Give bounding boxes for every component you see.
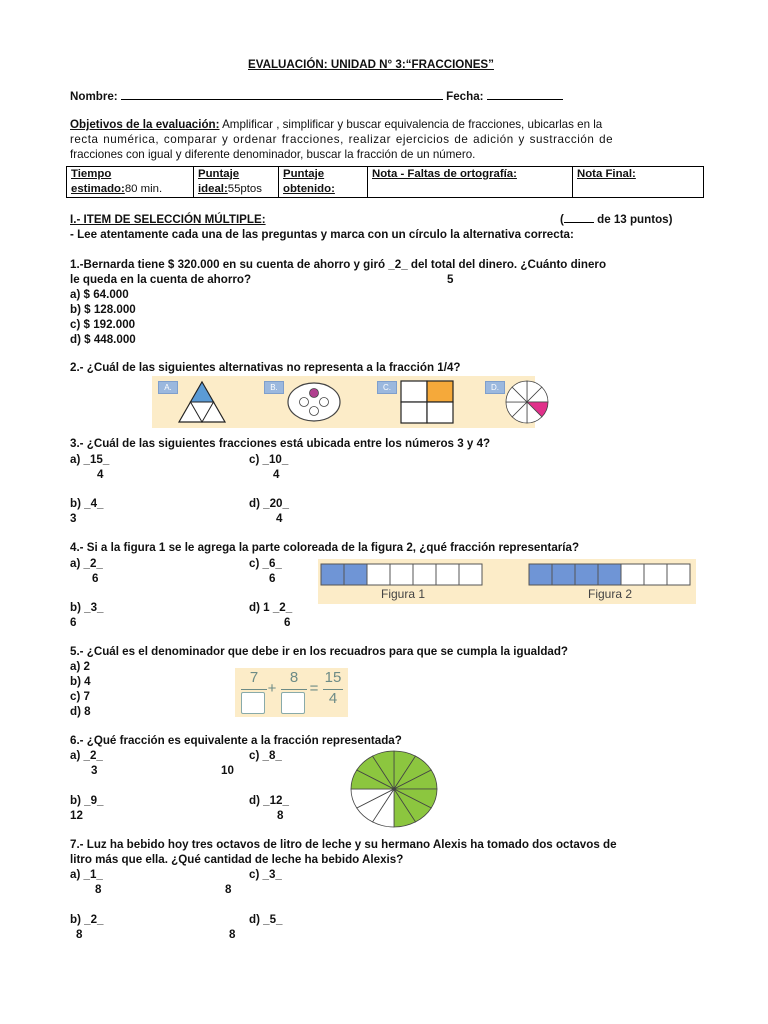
objectives-line-3: fracciones con igual y diferente denominador, buscar la fracción de un número. (70, 148, 476, 161)
eq-num-2: 8 (289, 669, 299, 686)
q1-option-a[interactable]: a) $ 64.000 (70, 288, 129, 301)
q4-text: 4.- Si a la figura 1 se le agrega la parte coloreada de la figura 2, ¿qué fracción representaría? (70, 541, 580, 554)
q5-option-c[interactable]: c) 7 (70, 690, 90, 703)
q2-label-d: D. (485, 381, 505, 394)
q2-label-c: C. (377, 381, 397, 394)
figure-1-part (344, 564, 367, 585)
grading-table (66, 166, 704, 198)
figure-2-part (644, 564, 667, 585)
q4-option-d[interactable]: d) 1 _2_ (249, 601, 293, 614)
objectives-label: Objetivos de la evaluación: (70, 118, 220, 131)
q4-bars (318, 562, 696, 590)
q7-text-1: 7.- Luz ha bebido hoy tres octavos de litro de leche y su hermano Alexis ha tomado dos octavos de (70, 838, 617, 851)
section-instruction: - Lee atentamente cada una de las preguntas y marca con un círculo la alternativa correcta: (70, 228, 574, 241)
eq-denominator-box-1[interactable] (241, 692, 265, 714)
q2-label-b: B. (264, 381, 284, 394)
q5-option-a[interactable]: a) 2 (70, 660, 90, 673)
page-title: EVALUACIÓN: UNIDAD N° 3:“FRACCIONES” (248, 58, 494, 71)
q4-option-b-den: 6 (70, 616, 77, 629)
q7-option-b[interactable]: b) _2_ (70, 913, 104, 926)
q3-option-c[interactable]: c) _10_ (249, 453, 289, 466)
option-d-pie[interactable] (503, 379, 551, 425)
option-c-grid[interactable] (400, 380, 456, 426)
q7-option-c-den: 8 (225, 883, 232, 896)
ideal-score-cell: Puntaje ideal:55ptos (194, 167, 279, 198)
q2-options-image (152, 376, 535, 428)
figure-2-part (529, 564, 552, 585)
q1-option-c[interactable]: c) $ 192.000 (70, 318, 136, 331)
points-field[interactable] (564, 222, 594, 223)
name-label: Nombre: (70, 90, 118, 103)
figure-2-part (621, 564, 644, 585)
option-a-triangle[interactable] (177, 380, 227, 424)
q7-option-a-den: 8 (95, 883, 102, 896)
figure-2-part (667, 564, 690, 585)
q5-option-b[interactable]: b) 4 (70, 675, 91, 688)
eq-denominator-box-2[interactable] (281, 692, 305, 714)
q3-option-d[interactable]: d) _20_ (249, 497, 289, 510)
q6-option-a-den: 3 (91, 764, 98, 777)
q5-option-d[interactable]: d) 8 (70, 705, 91, 718)
q3-text: 3.- ¿Cuál de las siguientes fracciones está ubicada entre los números 3 y 4? (70, 437, 491, 450)
q6-option-c-den: 10 (221, 764, 234, 777)
q3-option-b[interactable]: b) _4_ (70, 497, 104, 510)
q4-option-b[interactable]: b) _3_ (70, 601, 104, 614)
q6-option-b[interactable]: b) _9_ (70, 794, 104, 807)
eq-equals: = (309, 680, 319, 697)
q3-option-c-den: 4 (273, 468, 280, 481)
figure-2-part (552, 564, 575, 585)
objectives-line-1: Objetivos de la evaluación: Amplificar , simplificar y buscar equivalencia de fracciones, ubicarlas en la (70, 118, 603, 131)
q7-option-a[interactable]: a) _1_ (70, 868, 103, 881)
q1-option-b[interactable]: b) $ 128.000 (70, 303, 136, 316)
q2-text: 2.- ¿Cuál de las siguientes alternativas no representa a la fracción 1/4? (70, 361, 461, 374)
q1-text-2: le queda en la cuenta de ahorro? (70, 273, 252, 286)
q7-option-d[interactable]: d) _5_ (249, 913, 283, 926)
figure-1-part (459, 564, 482, 585)
section-points: ( de 13 puntos) (560, 213, 673, 226)
figure-2-part (575, 564, 598, 585)
q3-option-a-den: 4 (97, 468, 104, 481)
q3-option-b-den: 3 (70, 512, 77, 525)
eq-plus: + (267, 680, 277, 697)
q7-text-2: litro más que ella. ¿Qué cantidad de leche ha bebido Alexis? (70, 853, 404, 866)
q2-label-a: A. (158, 381, 178, 394)
q1-denominator: 5 (447, 273, 454, 286)
q7-option-b-den: 8 (76, 928, 83, 941)
figure-1-part (436, 564, 459, 585)
figure-2-label: Figura 2 (588, 587, 633, 601)
date-field[interactable] (487, 99, 563, 100)
q6-text: 6.- ¿Qué fracción es equivalente a la fracción representada? (70, 734, 402, 747)
section-title: I.- ITEM DE SELECCIÓN MÚLTIPLE: (70, 213, 266, 226)
figure-1-label: Figura 1 (381, 587, 426, 601)
q6-option-b-den: 12 (70, 809, 83, 822)
eq-num-3: 15 (324, 669, 342, 686)
q6-option-d-den: 8 (277, 809, 284, 822)
name-row (70, 90, 563, 103)
eq-den-3: 4 (328, 690, 338, 707)
objectives-line-2: recta numérica, comparar y ordenar fracciones, realizar ejercicios de adición y sustracción de (70, 133, 614, 146)
q6-option-c[interactable]: c) _8_ (249, 749, 282, 762)
q7-option-c[interactable]: c) _3_ (249, 868, 282, 881)
q1-text-1: 1.-Bernarda tiene $ 320.000 en su cuenta de ahorro y giró _2_ del total del dinero. ¿Cuánto dinero (70, 258, 607, 271)
q4-option-c[interactable]: c) _6_ (249, 557, 282, 570)
q4-option-d-den: 6 (284, 616, 291, 629)
q7-option-d-den: 8 (229, 928, 236, 941)
figure-1-part (367, 564, 390, 585)
option-b-circles[interactable] (286, 381, 342, 423)
date-label: Fecha: (446, 90, 484, 103)
q4-option-c-den: 6 (269, 572, 276, 585)
q6-pie-chart (349, 749, 439, 829)
obtained-score-cell[interactable]: Puntaje obtenido: (279, 167, 368, 198)
spelling-grade-cell[interactable]: Nota - Faltas de ortografía: (368, 167, 573, 198)
q4-figures-image (318, 559, 696, 604)
figure-1-part (413, 564, 436, 585)
q1-option-d[interactable]: d) $ 448.000 (70, 333, 136, 346)
time-cell: Tiempo estimado:80 min. (67, 167, 194, 198)
figure-1-part (390, 564, 413, 585)
q6-option-a[interactable]: a) _2_ (70, 749, 103, 762)
q5-equation-image (235, 668, 348, 717)
name-field[interactable] (121, 99, 443, 100)
q3-option-a[interactable]: a) _15_ (70, 453, 110, 466)
figure-2-part (598, 564, 621, 585)
q4-option-a[interactable]: a) _2_ (70, 557, 103, 570)
q5-text: 5.- ¿Cuál es el denominador que debe ir en los recuadros para que se cumpla la igualdad? (70, 645, 569, 658)
q3-option-d-den: 4 (276, 512, 283, 525)
eq-num-1: 7 (249, 669, 259, 686)
final-grade-cell[interactable]: Nota Final: (573, 167, 704, 198)
figure-1-part (321, 564, 344, 585)
q4-option-a-den: 6 (92, 572, 99, 585)
q6-option-d[interactable]: d) _12_ (249, 794, 289, 807)
